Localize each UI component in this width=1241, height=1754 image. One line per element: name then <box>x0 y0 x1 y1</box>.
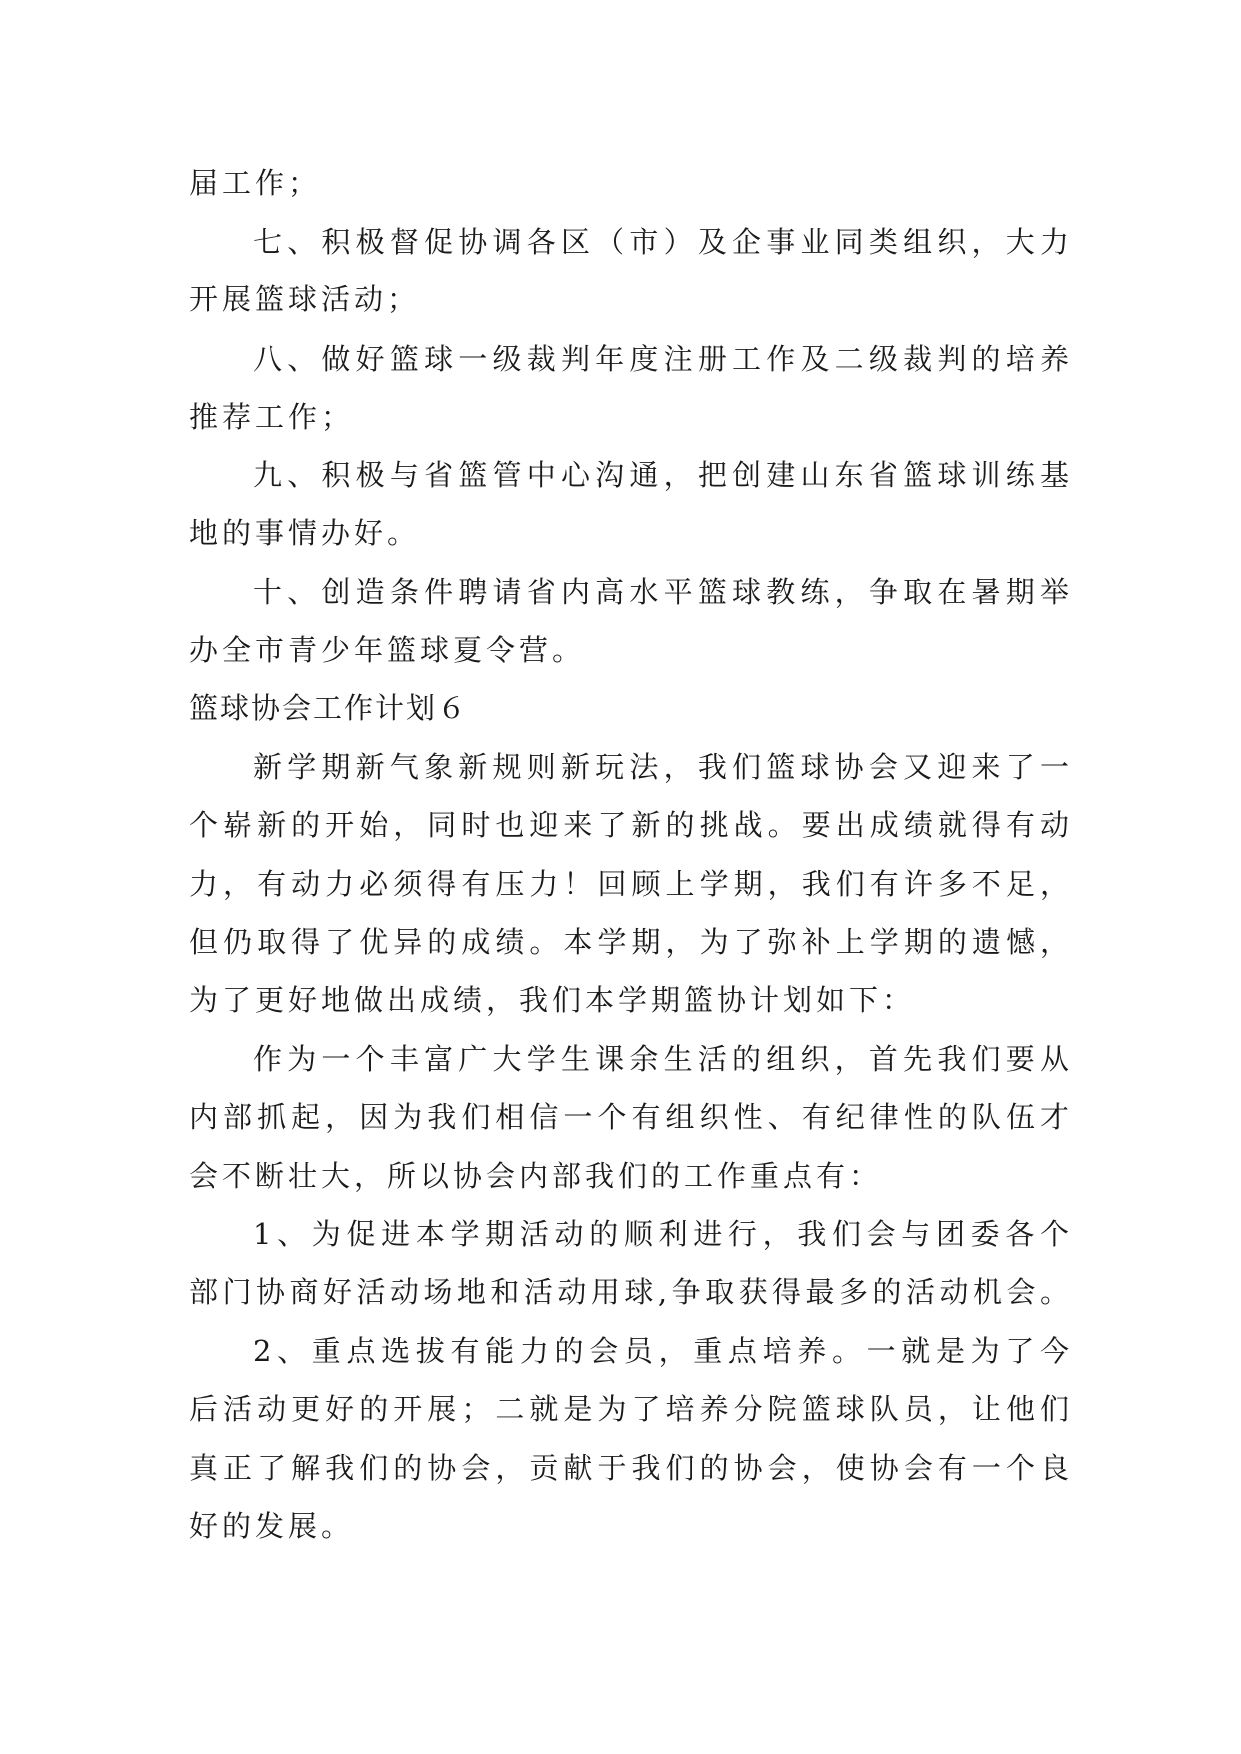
text-line: 后活动更好的开展；二就是为了培养分院篮球队员，让他们 <box>189 1392 1069 1426</box>
text-line: 开展篮球活动； <box>189 282 421 316</box>
section-heading: 篮球协会工作计划６ <box>189 691 469 725</box>
text-line: 九、积极与省篮管中心沟通，把创建山东省篮球训练基 <box>253 458 1069 492</box>
text-line: 内部抓起，因为我们相信一个有组织性、有纪律性的队伍才 <box>189 1100 1069 1134</box>
text-line: 好的发展。 <box>189 1509 355 1543</box>
text-line: 1、为促进本学期活动的顺利进行，我们会与团委各个 <box>253 1217 1069 1251</box>
text-line: 部门协商好活动场地和活动用球,争取获得最多的活动机会。 <box>189 1275 1069 1309</box>
text-line: 真正了解我们的协会，贡献于我们的协会，使协会有一个良 <box>189 1451 1069 1485</box>
text-line: 2、重点选拔有能力的会员，重点培养。一就是为了今 <box>253 1334 1069 1368</box>
text-line: 届工作； <box>189 166 322 200</box>
text-line: 七、积极督促协调各区（市）及企事业同类组织，大力 <box>253 225 1069 259</box>
text-line: 为了更好地做出成绩，我们本学期篮协计划如下： <box>189 983 916 1017</box>
text-line: 个崭新的开始，同时也迎来了新的挑战。要出成绩就得有动 <box>189 808 1069 842</box>
text-line: 办全市青少年篮球夏令营。 <box>189 633 586 667</box>
text-line: 作为一个丰富广大学生课余生活的组织，首先我们要从 <box>253 1042 1069 1076</box>
text-line: 地的事情办好。 <box>189 516 421 550</box>
text-line: 会不断壮大，所以协会内部我们的工作重点有： <box>189 1159 883 1193</box>
text-line: 力，有动力必须得有压力！回顾上学期，我们有许多不足， <box>189 867 1069 901</box>
text-line: 但仍取得了优异的成绩。本学期，为了弥补上学期的遗憾， <box>189 925 1069 959</box>
text-line: 推荐工作； <box>189 400 355 434</box>
text-line: 十、创造条件聘请省内高水平篮球教练，争取在暑期举 <box>253 575 1069 609</box>
text-line: 新学期新气象新规则新玩法，我们篮球协会又迎来了一 <box>253 750 1069 784</box>
text-line: 八、做好篮球一级裁判年度注册工作及二级裁判的培养 <box>253 342 1069 376</box>
